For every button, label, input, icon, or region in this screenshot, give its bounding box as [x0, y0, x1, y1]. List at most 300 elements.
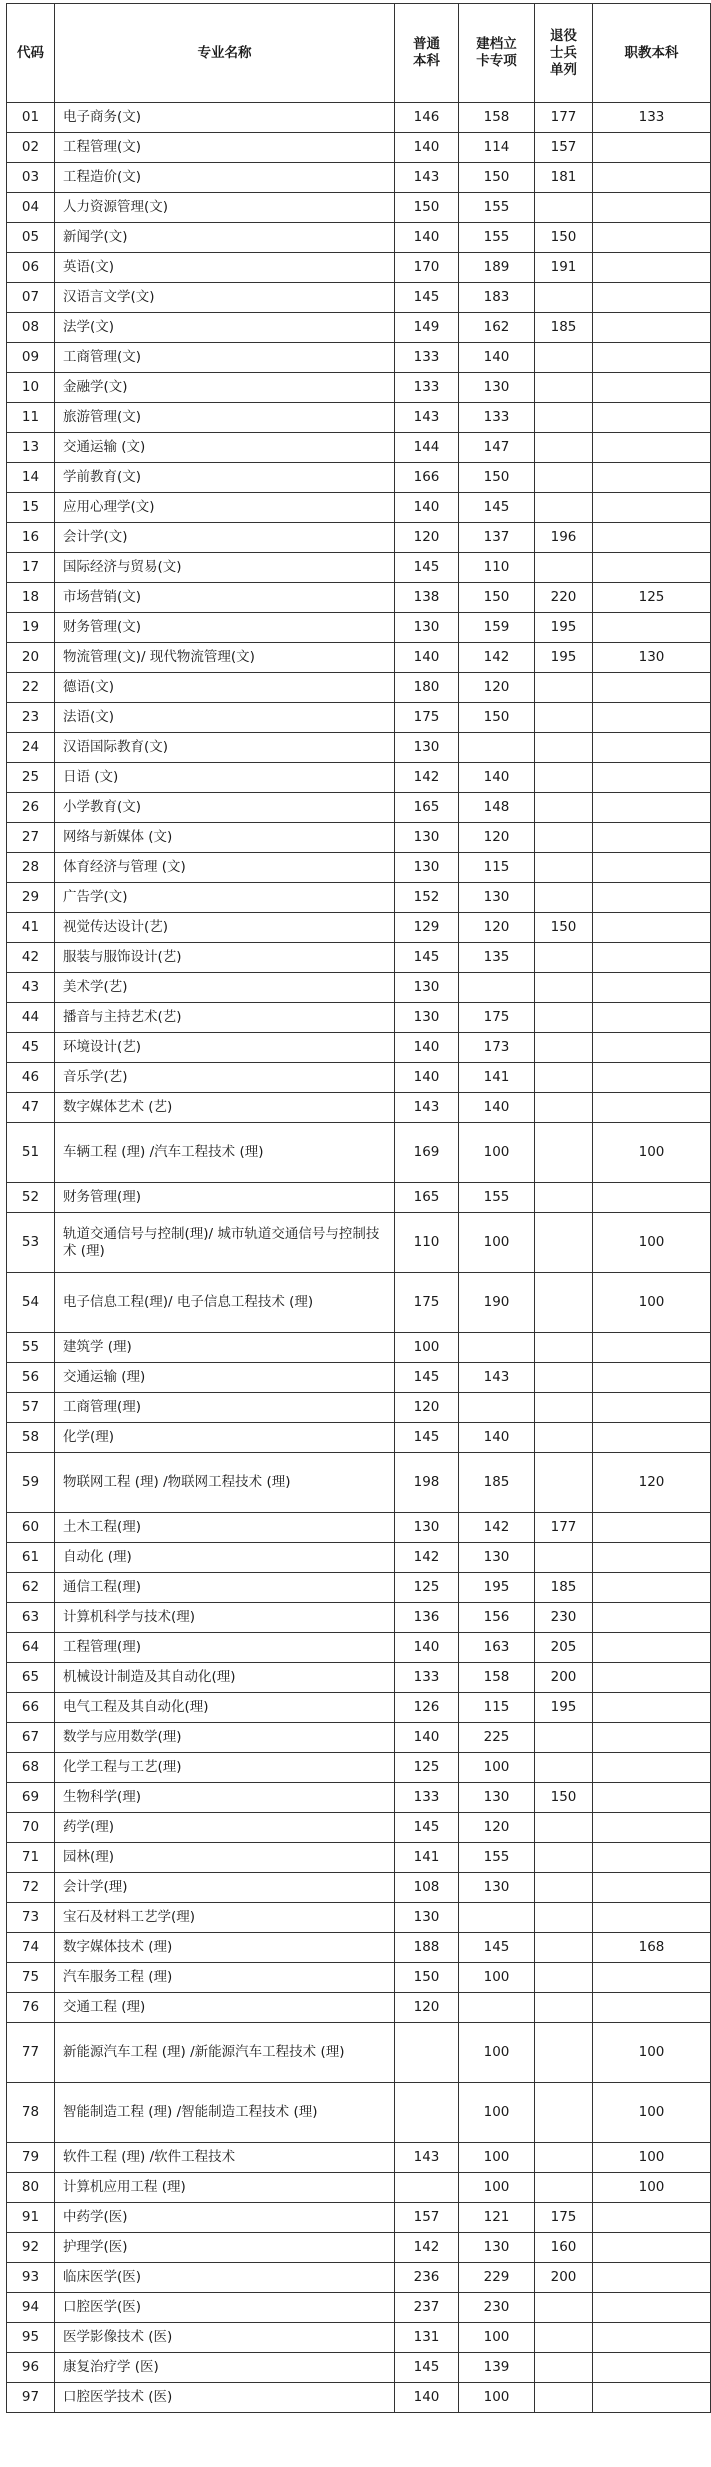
- vocational-score-cell: [593, 313, 711, 343]
- major-name-cell: 旅游管理(文): [55, 403, 395, 433]
- major-name-cell: 广告学(文): [55, 883, 395, 913]
- code-cell: 15: [7, 493, 55, 523]
- major-name-cell: 数字媒体艺术 (艺): [55, 1093, 395, 1123]
- veteran-score-cell: [535, 433, 593, 463]
- veteran-score-cell: [535, 1933, 593, 1963]
- poverty-score-cell: 145: [459, 493, 535, 523]
- regular-score-cell: 140: [395, 1633, 459, 1663]
- major-name-cell: 电子信息工程(理)/ 电子信息工程技术 (理): [55, 1273, 395, 1333]
- code-cell: 46: [7, 1063, 55, 1093]
- code-cell: 65: [7, 1663, 55, 1693]
- regular-score-cell: 143: [395, 163, 459, 193]
- poverty-score-cell: 159: [459, 613, 535, 643]
- regular-score-cell: 170: [395, 253, 459, 283]
- major-name-cell: 交通工程 (理): [55, 1993, 395, 2023]
- table-row: [7, 1543, 711, 1573]
- code-cell: 75: [7, 1963, 55, 1993]
- vocational-score-cell: [593, 2293, 711, 2323]
- regular-score-cell: 141: [395, 1843, 459, 1873]
- header-code: 代码: [7, 4, 55, 103]
- vocational-score-cell: [593, 1693, 711, 1723]
- vocational-score-cell: [593, 2233, 711, 2263]
- veteran-score-cell: [535, 943, 593, 973]
- vocational-score-cell: [593, 523, 711, 553]
- veteran-score-cell: 157: [535, 133, 593, 163]
- code-cell: 19: [7, 613, 55, 643]
- regular-score-cell: 236: [395, 2263, 459, 2293]
- table-row: [7, 1903, 711, 1933]
- major-name-cell: 工商管理(文): [55, 343, 395, 373]
- regular-score-cell: 166: [395, 463, 459, 493]
- vocational-score-cell: [593, 1003, 711, 1033]
- code-cell: 51: [7, 1123, 55, 1183]
- regular-score-cell: 157: [395, 2203, 459, 2233]
- vocational-score-cell: [593, 733, 711, 763]
- table-row: [7, 1933, 711, 1963]
- header-poverty: 建档立 卡专项: [459, 4, 535, 103]
- code-cell: 11: [7, 403, 55, 433]
- code-cell: 63: [7, 1603, 55, 1633]
- major-name-cell: 轨道交通信号与控制(理)/ 城市轨道交通信号与控制技术 (理): [55, 1213, 395, 1273]
- table-row: [7, 1663, 711, 1693]
- vocational-score-cell: [593, 433, 711, 463]
- regular-score-cell: 140: [395, 133, 459, 163]
- table-row: [7, 373, 711, 403]
- vocational-score-cell: [593, 163, 711, 193]
- poverty-score-cell: 175: [459, 1003, 535, 1033]
- table-row: [7, 1993, 711, 2023]
- regular-score-cell: 140: [395, 1063, 459, 1093]
- code-cell: 52: [7, 1183, 55, 1213]
- table-row: [7, 103, 711, 133]
- veteran-score-cell: [535, 1213, 593, 1273]
- veteran-score-cell: [535, 2023, 593, 2083]
- table-row: [7, 163, 711, 193]
- poverty-score-cell: [459, 733, 535, 763]
- code-cell: 69: [7, 1783, 55, 1813]
- veteran-score-cell: [535, 1813, 593, 1843]
- code-cell: 23: [7, 703, 55, 733]
- code-cell: 18: [7, 583, 55, 613]
- code-cell: 54: [7, 1273, 55, 1333]
- veteran-score-cell: [535, 1423, 593, 1453]
- regular-score-cell: 133: [395, 373, 459, 403]
- code-cell: 10: [7, 373, 55, 403]
- vocational-score-cell: [593, 973, 711, 1003]
- veteran-score-cell: 185: [535, 313, 593, 343]
- veteran-score-cell: [535, 2143, 593, 2173]
- table-row: [7, 913, 711, 943]
- regular-score-cell: 237: [395, 2293, 459, 2323]
- vocational-score-cell: [593, 673, 711, 703]
- table-row: [7, 1813, 711, 1843]
- veteran-score-cell: [535, 793, 593, 823]
- major-name-cell: 音乐学(艺): [55, 1063, 395, 1093]
- major-name-cell: 临床医学(医): [55, 2263, 395, 2293]
- regular-score-cell: 145: [395, 2353, 459, 2383]
- table-row: [7, 133, 711, 163]
- veteran-score-cell: 150: [535, 1783, 593, 1813]
- veteran-score-cell: [535, 1903, 593, 1933]
- header-row: [7, 4, 711, 103]
- code-cell: 59: [7, 1453, 55, 1513]
- code-cell: 53: [7, 1213, 55, 1273]
- veteran-score-cell: [535, 1183, 593, 1213]
- vocational-score-cell: 100: [593, 1273, 711, 1333]
- major-name-cell: 软件工程 (理) /软件工程技术: [55, 2143, 395, 2173]
- code-cell: 64: [7, 1633, 55, 1663]
- code-cell: 29: [7, 883, 55, 913]
- vocational-score-cell: [593, 1333, 711, 1363]
- regular-score-cell: 140: [395, 1033, 459, 1063]
- regular-score-cell: 149: [395, 313, 459, 343]
- major-name-cell: 日语 (文): [55, 763, 395, 793]
- regular-score-cell: 175: [395, 1273, 459, 1333]
- poverty-score-cell: 163: [459, 1633, 535, 1663]
- regular-score-cell: 120: [395, 523, 459, 553]
- table-row: [7, 523, 711, 553]
- regular-score-cell: 180: [395, 673, 459, 703]
- veteran-score-cell: [535, 2173, 593, 2203]
- major-name-cell: 交通运输 (理): [55, 1363, 395, 1393]
- code-cell: 93: [7, 2263, 55, 2293]
- veteran-score-cell: 177: [535, 103, 593, 133]
- vocational-score-cell: 100: [593, 2173, 711, 2203]
- vocational-score-cell: 133: [593, 103, 711, 133]
- major-name-cell: 市场营销(文): [55, 583, 395, 613]
- veteran-score-cell: 205: [535, 1633, 593, 1663]
- table-row: [7, 343, 711, 373]
- poverty-score-cell: 150: [459, 463, 535, 493]
- code-cell: 74: [7, 1933, 55, 1963]
- vocational-score-cell: [593, 793, 711, 823]
- poverty-score-cell: 133: [459, 403, 535, 433]
- major-name-cell: 口腔医学技术 (医): [55, 2383, 395, 2413]
- veteran-score-cell: [535, 2323, 593, 2353]
- regular-score-cell: 142: [395, 1543, 459, 1573]
- regular-score-cell: [395, 2083, 459, 2143]
- code-cell: 45: [7, 1033, 55, 1063]
- table-row: [7, 2293, 711, 2323]
- table-row: [7, 1693, 711, 1723]
- major-name-cell: 汉语言文学(文): [55, 283, 395, 313]
- vocational-score-cell: [593, 613, 711, 643]
- code-cell: 72: [7, 1873, 55, 1903]
- code-cell: 28: [7, 853, 55, 883]
- poverty-score-cell: 130: [459, 2233, 535, 2263]
- code-cell: 61: [7, 1543, 55, 1573]
- major-name-cell: 应用心理学(文): [55, 493, 395, 523]
- table-row: [7, 763, 711, 793]
- vocational-score-cell: [593, 1903, 711, 1933]
- veteran-score-cell: [535, 2293, 593, 2323]
- regular-score-cell: 133: [395, 1783, 459, 1813]
- veteran-score-cell: [535, 463, 593, 493]
- veteran-score-cell: 181: [535, 163, 593, 193]
- poverty-score-cell: 140: [459, 763, 535, 793]
- poverty-score-cell: 147: [459, 433, 535, 463]
- regular-score-cell: 145: [395, 1423, 459, 1453]
- vocational-score-cell: [593, 493, 711, 523]
- poverty-score-cell: 100: [459, 1123, 535, 1183]
- table-row: [7, 1603, 711, 1633]
- code-cell: 96: [7, 2353, 55, 2383]
- poverty-score-cell: 114: [459, 133, 535, 163]
- poverty-score-cell: 120: [459, 673, 535, 703]
- vocational-score-cell: 168: [593, 1933, 711, 1963]
- vocational-score-cell: [593, 763, 711, 793]
- table-row: [7, 853, 711, 883]
- vocational-score-cell: 100: [593, 1123, 711, 1183]
- poverty-score-cell: 141: [459, 1063, 535, 1093]
- regular-score-cell: 146: [395, 103, 459, 133]
- major-name-cell: 园林(理): [55, 1843, 395, 1873]
- regular-score-cell: 169: [395, 1123, 459, 1183]
- veteran-score-cell: [535, 1393, 593, 1423]
- major-name-cell: 医学影像技术 (医): [55, 2323, 395, 2353]
- regular-score-cell: 165: [395, 793, 459, 823]
- veteran-score-cell: [535, 1363, 593, 1393]
- veteran-score-cell: 185: [535, 1573, 593, 1603]
- major-name-cell: 口腔医学(医): [55, 2293, 395, 2323]
- vocational-score-cell: [593, 463, 711, 493]
- vocational-score-cell: [593, 193, 711, 223]
- veteran-score-cell: 195: [535, 1693, 593, 1723]
- major-name-cell: 宝石及材料工艺学(理): [55, 1903, 395, 1933]
- major-name-cell: 工程造价(文): [55, 163, 395, 193]
- veteran-score-cell: [535, 1093, 593, 1123]
- table-row: [7, 253, 711, 283]
- header-vocational: 职教本科: [593, 4, 711, 103]
- poverty-score-cell: 120: [459, 913, 535, 943]
- vocational-score-cell: [593, 1093, 711, 1123]
- table-body: [7, 103, 711, 2413]
- code-cell: 73: [7, 1903, 55, 1933]
- major-name-cell: 环境设计(艺): [55, 1033, 395, 1063]
- poverty-score-cell: 150: [459, 703, 535, 733]
- major-name-cell: 机械设计制造及其自动化(理): [55, 1663, 395, 1693]
- code-cell: 47: [7, 1093, 55, 1123]
- poverty-score-cell: 100: [459, 1213, 535, 1273]
- major-name-cell: 视觉传达设计(艺): [55, 913, 395, 943]
- regular-score-cell: 130: [395, 1903, 459, 1933]
- vocational-score-cell: [593, 1063, 711, 1093]
- regular-score-cell: 144: [395, 433, 459, 463]
- veteran-score-cell: [535, 1753, 593, 1783]
- regular-score-cell: 140: [395, 1723, 459, 1753]
- code-cell: 57: [7, 1393, 55, 1423]
- table-row: [7, 1843, 711, 1873]
- regular-score-cell: 130: [395, 613, 459, 643]
- table-row: [7, 1333, 711, 1363]
- poverty-score-cell: [459, 973, 535, 1003]
- major-name-cell: 交通运输 (文): [55, 433, 395, 463]
- regular-score-cell: 150: [395, 1963, 459, 1993]
- poverty-score-cell: 135: [459, 943, 535, 973]
- vocational-score-cell: [593, 1963, 711, 1993]
- veteran-score-cell: 200: [535, 2263, 593, 2293]
- major-name-cell: 工程管理(理): [55, 1633, 395, 1663]
- vocational-score-cell: 125: [593, 583, 711, 613]
- regular-score-cell: 126: [395, 1693, 459, 1723]
- poverty-score-cell: [459, 1393, 535, 1423]
- table-row: [7, 2173, 711, 2203]
- veteran-score-cell: [535, 1033, 593, 1063]
- poverty-score-cell: 100: [459, 2383, 535, 2413]
- major-name-cell: 计算机科学与技术(理): [55, 1603, 395, 1633]
- code-cell: 97: [7, 2383, 55, 2413]
- vocational-score-cell: 130: [593, 643, 711, 673]
- vocational-score-cell: [593, 283, 711, 313]
- table-row: [7, 403, 711, 433]
- code-cell: 24: [7, 733, 55, 763]
- poverty-score-cell: 100: [459, 2083, 535, 2143]
- major-name-cell: 建筑学 (理): [55, 1333, 395, 1363]
- major-name-cell: 会计学(文): [55, 523, 395, 553]
- table-row: [7, 433, 711, 463]
- poverty-score-cell: 100: [459, 2143, 535, 2173]
- veteran-score-cell: [535, 343, 593, 373]
- vocational-score-cell: [593, 133, 711, 163]
- code-cell: 03: [7, 163, 55, 193]
- vocational-score-cell: [593, 853, 711, 883]
- code-cell: 08: [7, 313, 55, 343]
- regular-score-cell: 142: [395, 763, 459, 793]
- regular-score-cell: 125: [395, 1573, 459, 1603]
- vocational-score-cell: [593, 1033, 711, 1063]
- veteran-score-cell: [535, 373, 593, 403]
- code-cell: 66: [7, 1693, 55, 1723]
- code-cell: 58: [7, 1423, 55, 1453]
- regular-score-cell: 165: [395, 1183, 459, 1213]
- poverty-score-cell: 148: [459, 793, 535, 823]
- code-cell: 60: [7, 1513, 55, 1543]
- vocational-score-cell: [593, 883, 711, 913]
- regular-score-cell: 130: [395, 1513, 459, 1543]
- major-name-cell: 中药学(医): [55, 2203, 395, 2233]
- veteran-score-cell: [535, 1963, 593, 1993]
- poverty-score-cell: 145: [459, 1933, 535, 1963]
- code-cell: 17: [7, 553, 55, 583]
- veteran-score-cell: [535, 703, 593, 733]
- veteran-score-cell: 196: [535, 523, 593, 553]
- poverty-score-cell: 142: [459, 643, 535, 673]
- poverty-score-cell: 155: [459, 223, 535, 253]
- poverty-score-cell: 143: [459, 1363, 535, 1393]
- code-cell: 92: [7, 2233, 55, 2263]
- vocational-score-cell: [593, 1183, 711, 1213]
- regular-score-cell: 145: [395, 553, 459, 583]
- table-row: [7, 1093, 711, 1123]
- major-name-cell: 数学与应用数学(理): [55, 1723, 395, 1753]
- vocational-score-cell: [593, 943, 711, 973]
- table-row: [7, 883, 711, 913]
- table-row: [7, 1723, 711, 1753]
- poverty-score-cell: 185: [459, 1453, 535, 1513]
- table-row: [7, 2353, 711, 2383]
- vocational-score-cell: [593, 1633, 711, 1663]
- poverty-score-cell: 183: [459, 283, 535, 313]
- table-row: [7, 793, 711, 823]
- score-table: [6, 3, 711, 2413]
- vocational-score-cell: [593, 1543, 711, 1573]
- major-name-cell: 服装与服饰设计(艺): [55, 943, 395, 973]
- veteran-score-cell: [535, 673, 593, 703]
- vocational-score-cell: 100: [593, 2023, 711, 2083]
- code-cell: 79: [7, 2143, 55, 2173]
- regular-score-cell: 145: [395, 1363, 459, 1393]
- code-cell: 56: [7, 1363, 55, 1393]
- vocational-score-cell: [593, 2353, 711, 2383]
- major-name-cell: 网络与新媒体 (文): [55, 823, 395, 853]
- major-name-cell: 国际经济与贸易(文): [55, 553, 395, 583]
- regular-score-cell: 143: [395, 403, 459, 433]
- table-row: [7, 673, 711, 703]
- table-row: [7, 313, 711, 343]
- code-cell: 91: [7, 2203, 55, 2233]
- poverty-score-cell: 120: [459, 823, 535, 853]
- poverty-score-cell: 130: [459, 883, 535, 913]
- veteran-score-cell: [535, 1123, 593, 1183]
- vocational-score-cell: [593, 823, 711, 853]
- header-veteran: 退役 士兵 单列: [535, 4, 593, 103]
- poverty-score-cell: 195: [459, 1573, 535, 1603]
- vocational-score-cell: [593, 253, 711, 283]
- table-row: [7, 1783, 711, 1813]
- major-name-cell: 学前教育(文): [55, 463, 395, 493]
- major-name-cell: 通信工程(理): [55, 1573, 395, 1603]
- table-row: [7, 1873, 711, 1903]
- regular-score-cell: 175: [395, 703, 459, 733]
- code-cell: 16: [7, 523, 55, 553]
- regular-score-cell: 130: [395, 973, 459, 1003]
- regular-score-cell: 120: [395, 1393, 459, 1423]
- code-cell: 62: [7, 1573, 55, 1603]
- table-row: [7, 463, 711, 493]
- major-name-cell: 新闻学(文): [55, 223, 395, 253]
- code-cell: 26: [7, 793, 55, 823]
- vocational-score-cell: [593, 553, 711, 583]
- veteran-score-cell: 220: [535, 583, 593, 613]
- veteran-score-cell: [535, 1723, 593, 1753]
- veteran-score-cell: 191: [535, 253, 593, 283]
- table-row: [7, 2023, 711, 2083]
- major-name-cell: 工程管理(文): [55, 133, 395, 163]
- major-name-cell: 体育经济与管理 (文): [55, 853, 395, 883]
- table-row: [7, 2263, 711, 2293]
- veteran-score-cell: [535, 1333, 593, 1363]
- table-row: [7, 2383, 711, 2413]
- vocational-score-cell: [593, 1873, 711, 1903]
- regular-score-cell: 130: [395, 733, 459, 763]
- table-row: [7, 1363, 711, 1393]
- code-cell: 02: [7, 133, 55, 163]
- code-cell: 78: [7, 2083, 55, 2143]
- veteran-score-cell: 160: [535, 2233, 593, 2263]
- major-name-cell: 人力资源管理(文): [55, 193, 395, 223]
- vocational-score-cell: 120: [593, 1453, 711, 1513]
- major-name-cell: 工商管理(理): [55, 1393, 395, 1423]
- regular-score-cell: 198: [395, 1453, 459, 1513]
- code-cell: 07: [7, 283, 55, 313]
- poverty-score-cell: 121: [459, 2203, 535, 2233]
- code-cell: 05: [7, 223, 55, 253]
- veteran-score-cell: [535, 553, 593, 583]
- major-name-cell: 车辆工程 (理) /汽车工程技术 (理): [55, 1123, 395, 1183]
- major-name-cell: 播音与主持艺术(艺): [55, 1003, 395, 1033]
- table-row: [7, 1213, 711, 1273]
- regular-score-cell: 100: [395, 1333, 459, 1363]
